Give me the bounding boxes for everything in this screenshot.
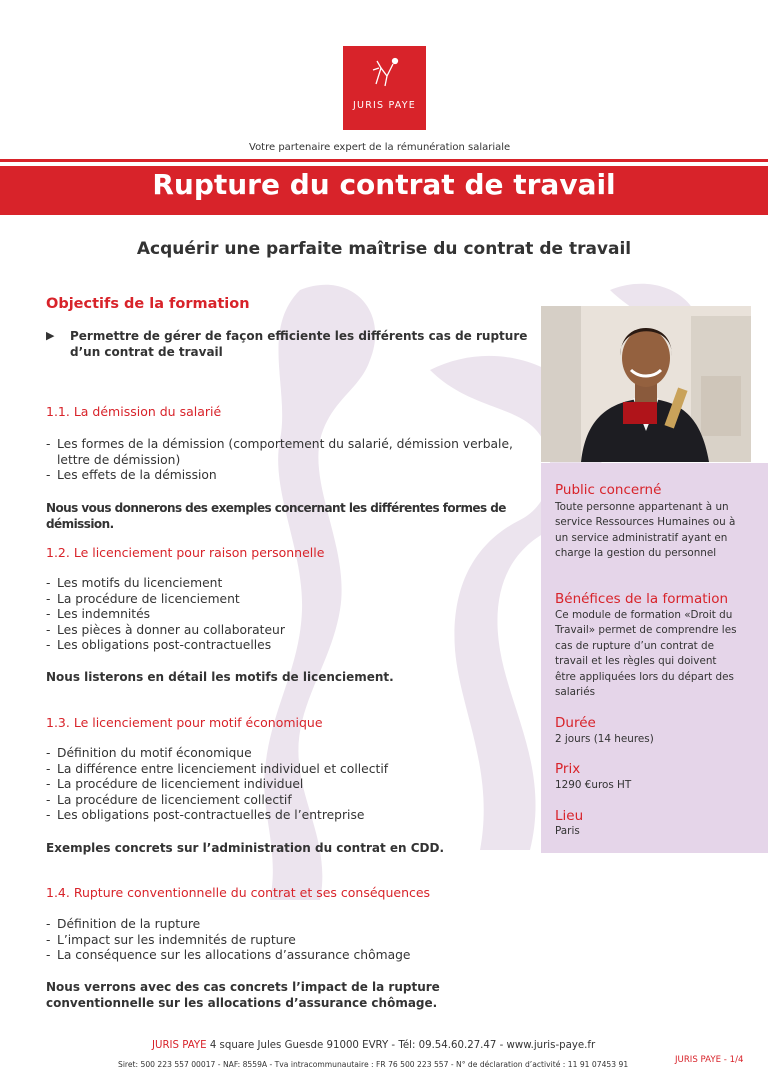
duration-heading: Durée	[555, 715, 596, 731]
footer-address: 4 square Jules Guesde 91000 EVRY - Tél: 09.54.60.27.47 - www.juris-paye.fr	[209, 1040, 596, 1051]
section-list	[46, 746, 516, 824]
juris-paye-logo	[343, 46, 426, 130]
public-text: Toute personne appartenant à un service Ressources Humaines ou à un service administratif ayant en charge la gestion du personnel	[555, 501, 736, 560]
place-heading: Lieu	[555, 808, 584, 824]
price-heading: Prix	[555, 761, 581, 777]
page-subtitle: Acquérir une parfaite maîtrise du contrat de travail	[136, 239, 632, 259]
benefits-text: Ce module de formation «Droit du Travail» permet de comprendre les cas de rupture d’un contrat de travail et les règles qui doivent être appliquées lors du départ des salariés	[555, 609, 737, 699]
section-note: Nous vous donnerons des exemples concernant les différentes formes de démission.	[46, 501, 506, 531]
lawyer-photo	[541, 306, 751, 462]
caret-right-icon: ▶	[46, 329, 55, 342]
benefits-heading: Bénéfices de la formation	[555, 591, 729, 607]
footer-brand: JURIS PAYE	[152, 1040, 207, 1051]
list-item: - Les effets de la démission	[46, 468, 516, 484]
section-heading: 1.1. La démission du salarié	[46, 404, 222, 419]
footer-legal: Siret: 500 223 557 00017 - NAF: 8559A - Tva intracommunautaire : FR 76 500 223 557 - N° de déclaration d’activité : 11 91 07453 91	[118, 1060, 629, 1069]
section-note: Nous listerons en détail les motifs de licenciement.	[46, 670, 394, 684]
list-item: - Les motifs du licenciement	[46, 576, 516, 592]
lawyer-illustration	[541, 306, 751, 462]
list-item: - Les obligations post-contractuelles de l’entreprise	[46, 808, 516, 824]
section-heading: 1.4. Rupture conventionnelle du contrat et ses conséquences	[46, 885, 431, 900]
section-list	[46, 576, 516, 654]
public-heading: Public concerné	[555, 482, 662, 498]
section-list	[46, 437, 516, 484]
section-list	[46, 917, 516, 964]
list-item: - La procédure de licenciement collectif	[46, 793, 516, 809]
page-title: Rupture du contrat de travail	[152, 168, 616, 201]
section-note: Nous verrons avec des cas concrets l’impact de la rupture conventionnelle sur les allocations d’assurance chômage.	[46, 980, 440, 1010]
list-item: - Les obligations post-contractuelles	[46, 638, 516, 654]
page-number: JURIS PAYE - 1/4	[675, 1055, 744, 1065]
objective-text: Permettre de gérer de façon efficiente les différents cas de rupture d’un contrat de travail	[70, 329, 528, 359]
list-item: - Définition du motif économique	[46, 746, 516, 762]
list-item: - Les formes de la démission (comportement du salarié, démission verbale, lettre de démission)	[46, 437, 516, 468]
section-note: Exemples concrets sur l’administration du contrat en CDD.	[46, 841, 445, 855]
list-item: - Définition de la rupture	[46, 917, 516, 933]
list-item: - Les indemnités	[46, 607, 516, 623]
list-item: - La procédure de licenciement	[46, 592, 516, 608]
logo-wordmark: JURIS PAYE	[353, 100, 416, 111]
dancer-icon	[343, 46, 426, 96]
list-item: - La différence entre licenciement individuel et collectif	[46, 762, 516, 778]
duration-text: 2 jours (14 heures)	[555, 733, 654, 745]
list-item: - L’impact sur les indemnités de rupture	[46, 933, 516, 949]
list-item: - La procédure de licenciement individuel	[46, 777, 516, 793]
list-item: - Les pièces à donner au collaborateur	[46, 623, 516, 639]
header-rule	[0, 159, 768, 162]
list-item: - La conséquence sur les allocations d’assurance chômage	[46, 948, 516, 964]
objectives-heading: Objectifs de la formation	[46, 296, 250, 312]
section-heading: 1.3. Le licenciement pour motif économique	[46, 715, 323, 730]
price-text: 1290 €uros HT	[555, 779, 632, 791]
section-heading: 1.2. Le licenciement pour raison personnelle	[46, 545, 325, 560]
place-text: Paris	[555, 825, 580, 837]
